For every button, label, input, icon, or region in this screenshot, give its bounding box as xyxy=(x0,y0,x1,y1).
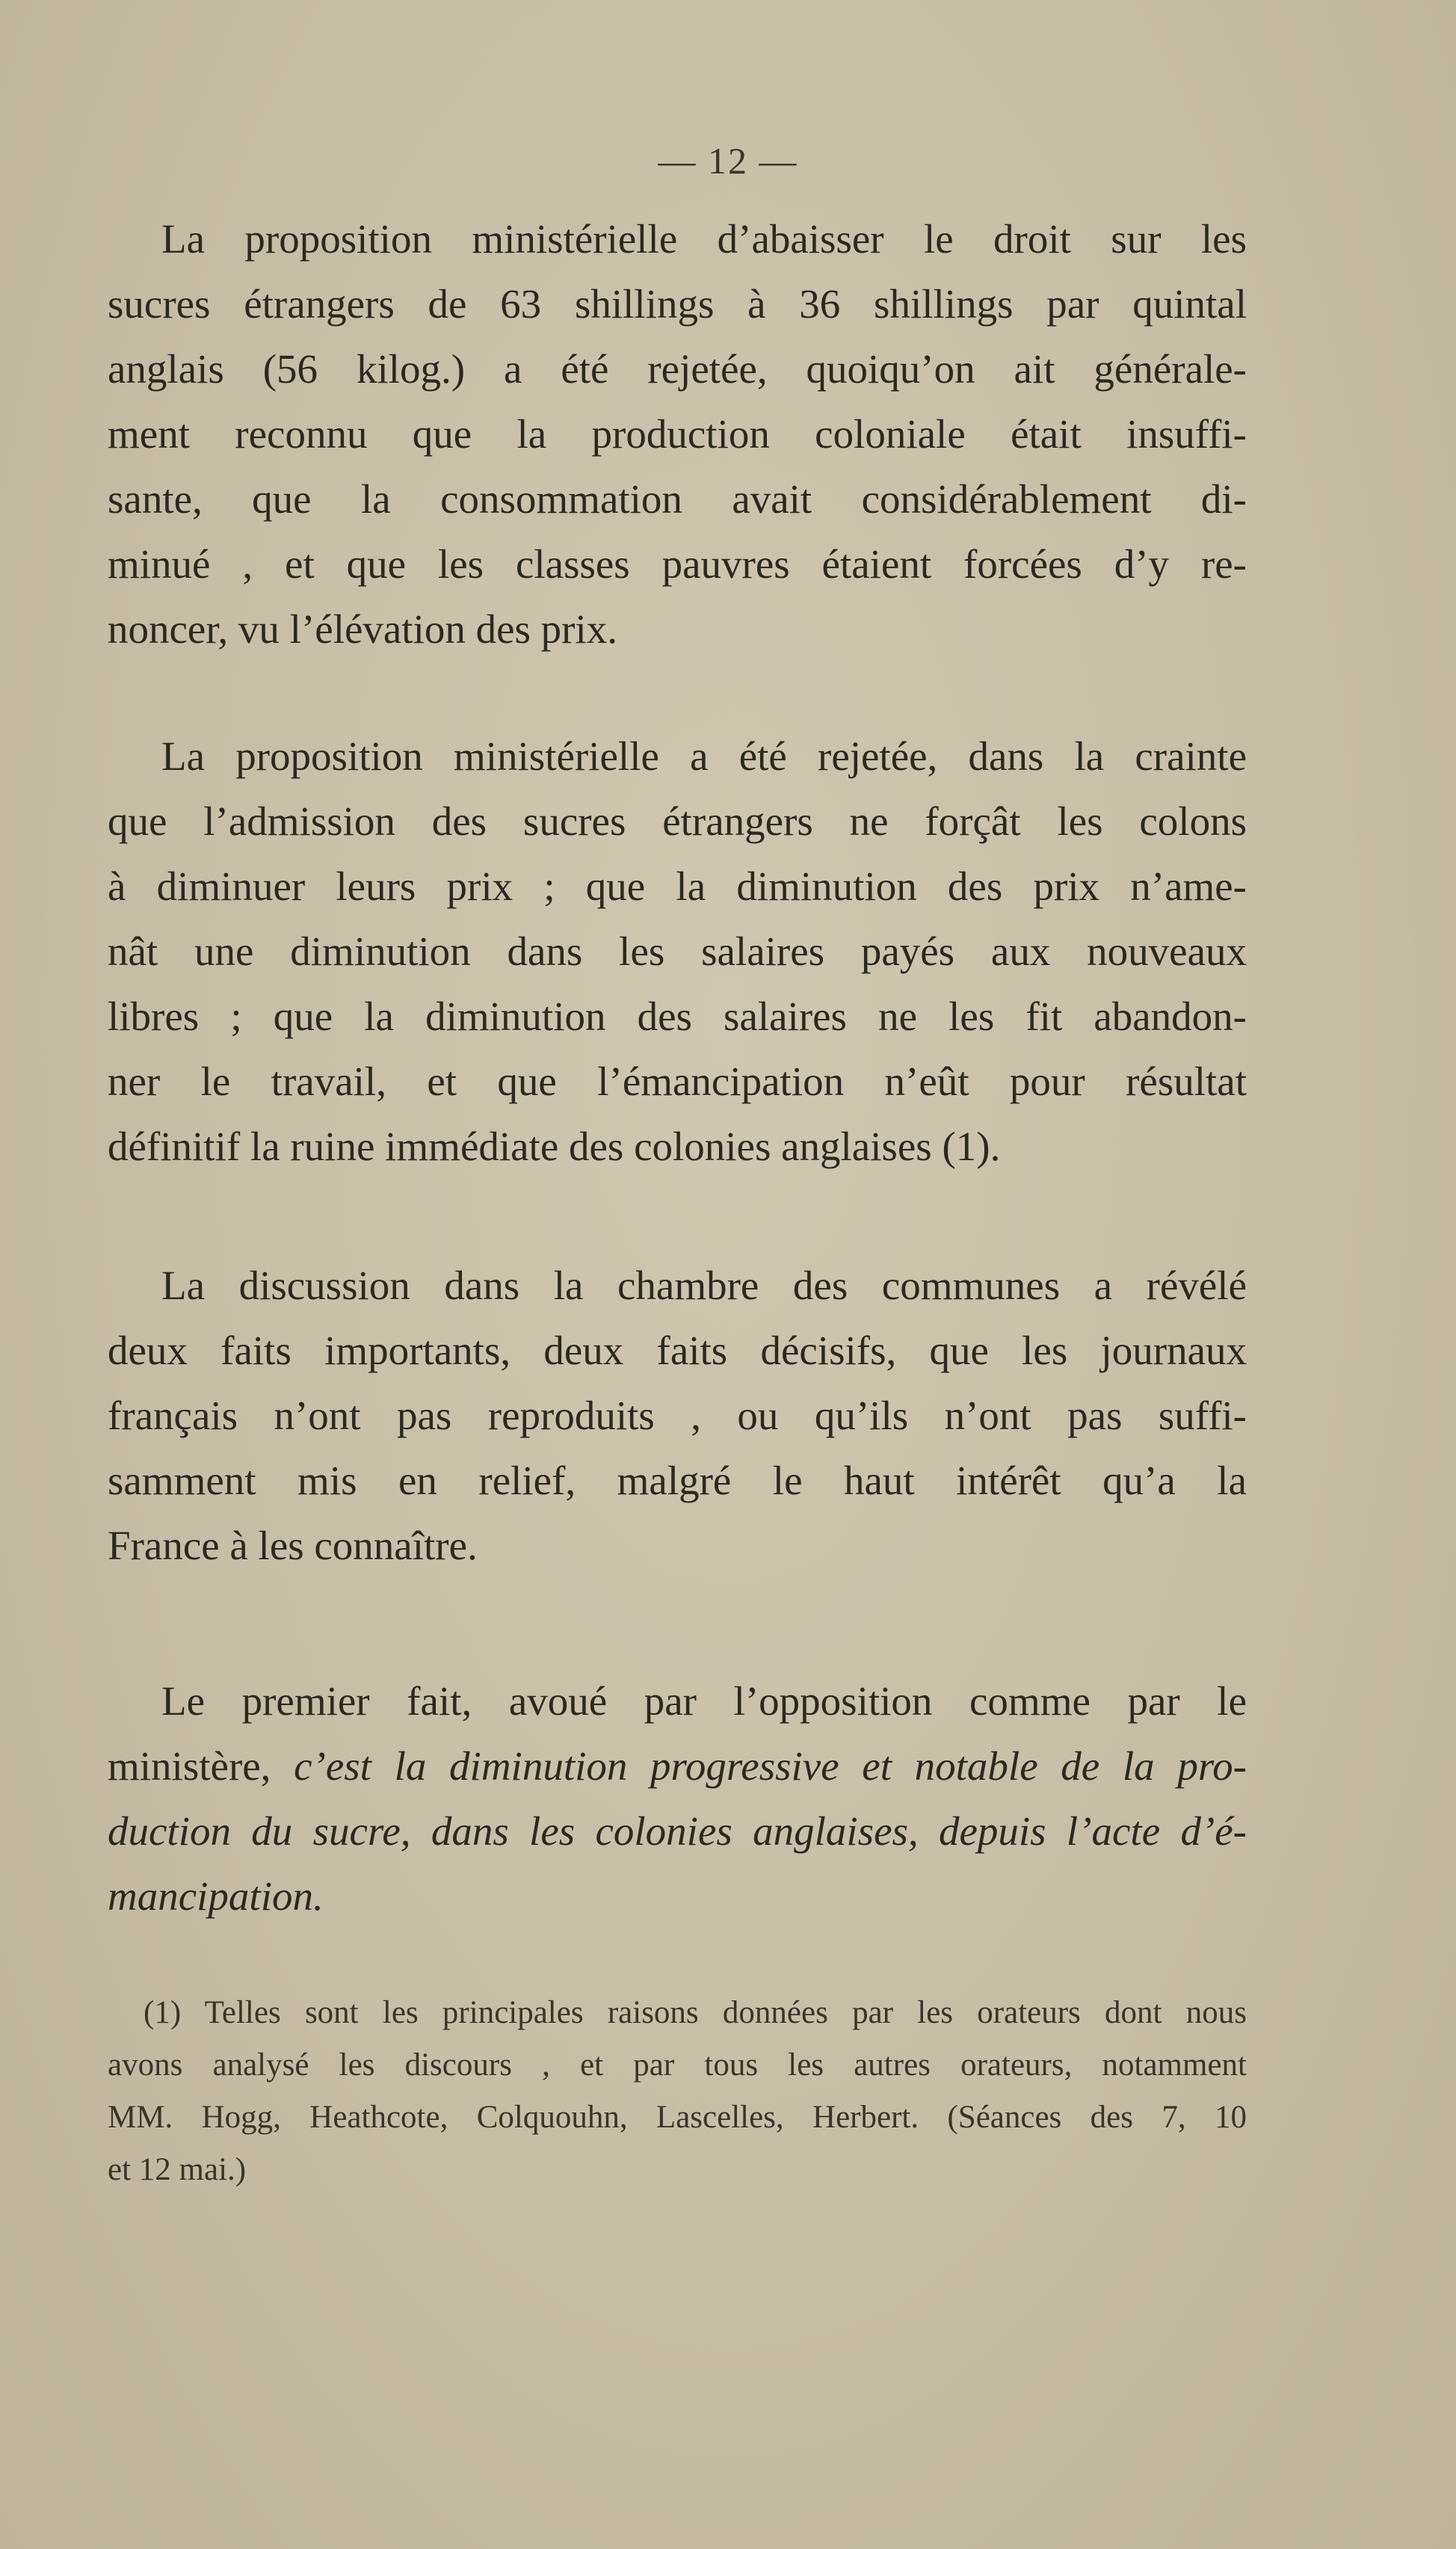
text-line: samment mis en relief, malgré le haut intérêt qu’a la xyxy=(108,1458,1247,1503)
text-line: définitif la ruine immédiate des colonies anglaises (1). xyxy=(108,1124,1001,1169)
text-italic: c’est la diminution progressive et notable de la pro- xyxy=(294,1743,1247,1789)
text-line: minué , et que les classes pauvres étaient forcées d’y re- xyxy=(108,541,1247,587)
text-line: sucres étrangers de 63 shillings à 36 shillings par quintal xyxy=(108,281,1247,327)
text-line: libres ; que la diminution des salaires ne les fit abandon- xyxy=(108,993,1247,1039)
paragraph-4 xyxy=(108,1668,1247,1929)
text-line: deux faits importants, deux faits décisifs, que les journaux xyxy=(108,1328,1247,1373)
text-line xyxy=(108,1864,1247,1929)
footnote xyxy=(108,1987,1247,2196)
text-line: France à les connaître. xyxy=(108,1523,478,1568)
paragraph-1 xyxy=(108,206,1247,662)
footnote-line: (1) Telles sont les principales raisons données par les orateurs dont nous xyxy=(144,1995,1247,2030)
text-line: La proposition ministérielle a été rejetée, dans la crainte xyxy=(161,733,1247,779)
footnote-line: MM. Hogg, Heathcote, Colquouhn, Lascelles, Herbert. (Séances des 7, 10 xyxy=(108,2100,1247,2135)
text-line: La proposition ministérielle d’abaisser le droit sur les xyxy=(161,216,1247,262)
text-line: Le premier fait, avoué par l’opposition comme par le xyxy=(161,1678,1247,1724)
text-line: La discussion dans la chambre des communes a révélé xyxy=(161,1263,1247,1308)
text-line: ner le travail, et que l’émancipation n’eût pour résultat xyxy=(108,1058,1247,1104)
text-line: français n’ont pas reproduits , ou qu’ils n’ont pas suffi- xyxy=(108,1393,1247,1438)
page-number: — 12 — xyxy=(658,140,798,182)
footnote-line: et 12 mai.) xyxy=(108,2152,247,2187)
text-line xyxy=(108,1799,1247,1864)
text-italic: duction du sucre, dans les colonies anglaises, depuis l’acte d’é- xyxy=(108,1808,1247,1854)
text-line: anglais (56 kilog.) a été rejetée, quoiqu’on ait générale- xyxy=(108,346,1247,392)
text-line: ment reconnu que la production coloniale était insuffi- xyxy=(108,411,1247,457)
text-line: à diminuer leurs prix ; que la diminution des prix n’ame- xyxy=(108,863,1247,909)
footnote-line: avons analysé les discours , et par tous les autres orateurs, notamment xyxy=(108,2047,1247,2083)
text-line: sante, que la consommation avait considérablement di- xyxy=(108,476,1247,522)
text-line xyxy=(108,1733,1247,1799)
text-italic: mancipation. xyxy=(108,1873,324,1919)
text-line: que l’admission des sucres étrangers ne forçât les colons xyxy=(108,798,1247,844)
text-line: noncer, vu l’élévation des prix. xyxy=(108,606,618,652)
text-line: nât une diminution dans les salaires payés aux nouveaux xyxy=(108,928,1247,974)
text-plain: ministère, xyxy=(108,1743,294,1789)
paragraph-2 xyxy=(108,724,1247,1179)
paragraph-3 xyxy=(108,1253,1247,1578)
